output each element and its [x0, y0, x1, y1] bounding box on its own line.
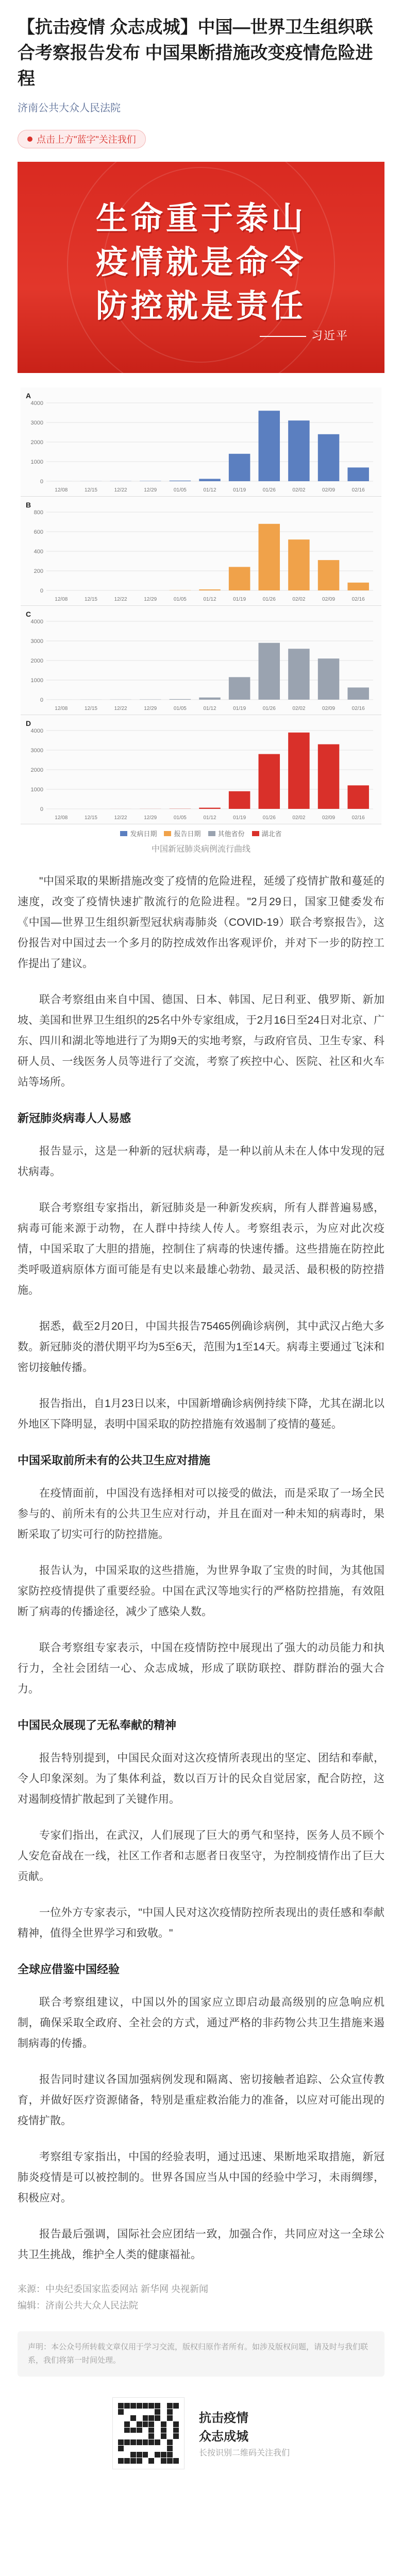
section-heading: 全球应借鉴中国经验 [18, 1963, 120, 1976]
qr-module [148, 2409, 154, 2415]
paragraph: 联合考察组由来自中国、德国、日本、韩国、尼日利亚、俄罗斯、新加坡、美国和世界卫生组织的25名中外专家组成，于2月16日至24日对北京、广东、四川和湖北等地进行了为期9天的实地考察，与政府官员、卫生专家、科研人员、一线医务人员等进行了交流，考察了疾控中心、医院、社区和火车站等场所。 [18, 994, 384, 1088]
qr-module [173, 2446, 179, 2451]
paragraph: "中国采取的果断措施改变了疫情的危险进程，延缓了疫情扩散和蔓延的速度，改变了疫情快速扩散流行的危险进程。"2月29日，国家卫健委发布《中国—世界卫生组织新型冠状病毒肺炎（COVID-19）联合考察报告》，这份报告对中国过去一个多月的防控成效作出客观评价，并对下一步的防控工作提出了建议。 [18, 875, 384, 970]
bar [259, 643, 280, 700]
x-tick-label: 01/26 [262, 487, 276, 493]
article-meta [18, 101, 384, 115]
y-tick-label: 800 [34, 510, 43, 516]
x-tick-label: 01/19 [233, 597, 246, 602]
x-tick-label: 01/26 [262, 815, 276, 821]
qr-module [137, 2452, 142, 2458]
x-tick-label: 12/15 [84, 815, 97, 821]
qr-module [155, 2403, 160, 2409]
follow-banner [18, 129, 384, 149]
qr-module [173, 2452, 179, 2458]
qr-code-image[interactable] [112, 2397, 185, 2469]
qr-module [143, 2433, 148, 2439]
paragraph: 在疫情面前，中国没有选择相对可以接受的做法，而是采取了一场全民参与的、前所未有的公共卫生应对行动，并且在面对一种未知的病毒时，果断采取了切实可行的防控措施。 [18, 1487, 384, 1540]
y-tick-label: 600 [34, 529, 43, 535]
qr-module [173, 2428, 179, 2433]
x-tick-label: 12/29 [144, 597, 157, 602]
x-tick-label: 02/09 [322, 815, 336, 821]
qr-module [118, 2409, 124, 2415]
qr-caption [199, 2409, 290, 2458]
paragraph: 联合考察组建议，中国以外的国家应立即启动最高级别的应急响应机制，确保采取全政府、全社会的方式，通过严格的非药物公共卫生措施来遏制病毒的传播。 [18, 1996, 384, 2049]
poster-signature: 习近平 [260, 327, 348, 343]
bar [288, 733, 309, 809]
qr-module [124, 2433, 130, 2439]
qr-module [124, 2415, 130, 2421]
y-tick-label: 4000 [30, 728, 43, 734]
y-tick-label: 1000 [30, 677, 43, 684]
qr-module [143, 2439, 148, 2445]
qr-module [130, 2428, 136, 2433]
qr-module [161, 2439, 166, 2445]
x-tick-label: 02/02 [292, 815, 306, 821]
qr-module [124, 2446, 130, 2451]
qr-module [130, 2409, 136, 2415]
qr-module [173, 2409, 179, 2415]
y-tick-label: 3000 [30, 420, 43, 426]
source-line: 来源：中央纪委国家监委网站 新华网 央视新闻 [18, 2284, 208, 2294]
qr-follow-block [18, 2397, 384, 2469]
qr-module [118, 2428, 124, 2433]
paragraph: 报告最后强调，国际社会应团结一致，加强合作，共同应对这一全球公共卫生挑战，维护全人类的健康福祉。 [18, 2228, 384, 2261]
bar [318, 744, 339, 809]
bar [229, 677, 250, 700]
qr-module [173, 2433, 179, 2439]
qr-module [124, 2428, 130, 2433]
article-body [18, 871, 384, 2265]
slogan-poster-image [18, 162, 384, 373]
paragraph: 一位外方专家表示，"中国人民对这次疫情防控所表现出的责任感和奉献精神，值得全世界学习和致敬。" [18, 1907, 384, 1939]
follow-prompt[interactable] [18, 130, 146, 148]
poster-line-1: 生命重于泰山 [95, 201, 306, 236]
paragraph: 报告同时建议各国加强病例发现和隔离、密切接触者追踪、公众宣传教育，并做好医疗资源储备，特别是重症救治能力的准备，以应对可能出现的疫情扩散。 [18, 2074, 384, 2127]
disclaimer-box: 声明：本公众号所转载文章仅用于学习交流，版权归原作者所有。如涉及版权问题，请及时与我们联系，我们将第一时间处理。 [18, 2331, 384, 2377]
qr-module [155, 2452, 160, 2458]
panel-label: A [26, 392, 31, 400]
epidemic-curve-svg [21, 715, 381, 824]
bar [259, 754, 280, 809]
follow-prompt-text: 点击上方"蓝字"关注我们 [37, 134, 136, 145]
qr-module [173, 2403, 179, 2409]
qr-module [124, 2409, 130, 2415]
qr-module [143, 2403, 148, 2409]
qr-module [124, 2439, 130, 2445]
qr-module [155, 2433, 160, 2439]
y-tick-label: 1000 [30, 787, 43, 793]
qr-title-2: 众志成城 [198, 2429, 248, 2444]
paragraph: 联合考察组专家指出，新冠肺炎是一种新发疾病，所有人群普遍易感，病毒可能来源于动物，在人群中持续人传人。考察组表示，为应对此次疫情，中国采取了大胆的措施，控制住了病毒的快速传播。这些措施在防控此类呼吸道病原体方面可能是有史以来最雄心勃勃、最灵活、最积极的防控措施。 [18, 1202, 384, 1296]
qr-module [118, 2446, 124, 2451]
paragraph: 报告认为，中国采取的这些措施，为世界争取了宝贵的时间，为其他国家防控疫情提供了重要经验。中国在武汉等地实行的严格防控措施，有效阻断了病毒的传播途径，减少了感染人数。 [18, 1565, 384, 1618]
qr-module [124, 2458, 130, 2464]
bar [199, 479, 220, 481]
x-tick-label: 01/12 [203, 487, 216, 493]
qr-module [130, 2403, 136, 2409]
qr-module [148, 2446, 154, 2451]
qr-module [173, 2421, 179, 2427]
x-tick-label: 12/22 [114, 597, 127, 602]
bar [318, 658, 339, 700]
qr-module [155, 2409, 160, 2415]
x-tick-label: 12/22 [114, 706, 127, 711]
bar [318, 434, 339, 481]
qr-module [137, 2428, 142, 2433]
qr-module [167, 2433, 173, 2439]
x-tick-label: 12/08 [55, 487, 68, 493]
paragraph: 报告显示，这是一种新的冠状病毒，是一种以前从未在人体中发现的冠状病毒。 [18, 1145, 384, 1178]
qr-module [137, 2439, 142, 2445]
y-tick-label: 0 [40, 479, 43, 485]
qr-module [148, 2415, 154, 2421]
qr-module [167, 2458, 173, 2464]
bar [199, 698, 220, 700]
x-tick-label: 02/02 [292, 487, 306, 493]
qr-module [124, 2421, 130, 2427]
bar [199, 589, 220, 590]
qr-module [155, 2421, 160, 2427]
qr-module [161, 2403, 166, 2409]
qr-module [137, 2409, 142, 2415]
x-tick-label: 01/12 [203, 597, 216, 602]
paragraph: 报告指出，自1月23日以来，中国新增确诊病例持续下降，尤其在湖北以外地区下降明显，表明中国采取的防控措施有效遏制了疫情的蔓延。 [18, 1398, 384, 1430]
bar [347, 785, 368, 809]
qr-module [118, 2439, 124, 2445]
x-tick-label: 02/09 [322, 487, 336, 493]
epidemic-curve-panel [21, 497, 381, 606]
qr-module [155, 2428, 160, 2433]
bar [288, 420, 309, 481]
qr-module [143, 2415, 148, 2421]
qr-module [143, 2452, 148, 2458]
paragraph: 考察组专家指出，中国的经验表明，通过迅速、果断地采取措施，新冠肺炎疫情是可以被控制的。世界各国应当从中国的经验中学习，未雨绸缪，积极应对。 [18, 2151, 384, 2204]
y-tick-label: 3000 [30, 638, 43, 645]
x-tick-label: 01/05 [173, 706, 187, 711]
editor-line: 编辑：济南公共大众人民法院 [18, 2300, 138, 2311]
x-tick-label: 02/02 [292, 706, 306, 711]
qr-module [130, 2452, 136, 2458]
qr-module [130, 2421, 136, 2427]
x-tick-label: 02/16 [351, 487, 365, 493]
article-page [0, 14, 402, 2490]
x-tick-label: 01/12 [203, 815, 216, 821]
y-tick-label: 4000 [30, 619, 43, 625]
bar [259, 411, 280, 481]
bar [318, 560, 339, 590]
bar [229, 454, 250, 481]
qr-title: 抗击疫情 [198, 2411, 248, 2425]
qr-module [148, 2439, 154, 2445]
bar [347, 583, 368, 590]
x-tick-label: 01/05 [173, 487, 187, 493]
qr-module [118, 2415, 124, 2421]
qr-module [161, 2415, 166, 2421]
epidemic-curve-svg [21, 387, 381, 497]
poster-line-2: 疫情就是命令 [95, 245, 306, 280]
qr-module [161, 2458, 166, 2464]
x-tick-label: 12/15 [84, 597, 97, 602]
legend-item: 其他省份 [208, 828, 245, 838]
x-tick-label: 12/08 [55, 597, 68, 602]
qr-module [118, 2433, 124, 2439]
section-heading: 中国采取前所未有的公共卫生应对措施 [18, 1454, 211, 1467]
paragraph: 专家们指出，在武汉，人们展现了巨大的勇气和坚持，医务人员不顾个人安危奋战在一线，社区工作者和志愿者日夜坚守，为控制疫情作出了巨大贡献。 [18, 1829, 384, 1883]
article-footer [18, 2281, 384, 2314]
qr-module [155, 2446, 160, 2451]
qr-module [167, 2452, 173, 2458]
x-tick-label: 12/29 [144, 487, 157, 493]
x-tick-label: 01/19 [233, 487, 246, 493]
qr-module [148, 2403, 154, 2409]
qr-module [148, 2452, 154, 2458]
qr-module [173, 2458, 179, 2464]
qr-module [137, 2433, 142, 2439]
figure-caption: 中国新冠肺炎病例流行曲线 [151, 845, 250, 854]
x-tick-label: 02/02 [292, 597, 306, 602]
x-tick-label: 01/26 [262, 597, 276, 602]
y-tick-label: 200 [34, 568, 43, 574]
x-tick-label: 01/05 [173, 597, 187, 602]
bar [229, 567, 250, 590]
qr-module [118, 2403, 124, 2409]
legend-item: 发病日期 [120, 828, 157, 838]
qr-module [143, 2421, 148, 2427]
epidemic-curve-svg [21, 606, 381, 715]
legend-item: 报告日期 [164, 828, 200, 838]
qr-module [167, 2439, 173, 2445]
x-tick-label: 01/05 [173, 815, 187, 821]
y-tick-label: 0 [40, 697, 43, 703]
follow-dot-icon [27, 137, 32, 142]
qr-module [124, 2452, 130, 2458]
qr-module [118, 2452, 124, 2458]
bar [199, 808, 220, 809]
qr-module [130, 2446, 136, 2451]
qr-module [161, 2421, 166, 2427]
y-tick-label: 400 [34, 549, 43, 555]
qr-subtitle: 长按识别二维码关注我们 [198, 2448, 290, 2458]
qr-module [130, 2415, 136, 2421]
y-tick-label: 2000 [30, 767, 43, 773]
epidemic-curve-svg [21, 497, 381, 606]
x-tick-label: 12/22 [114, 487, 127, 493]
qr-module [167, 2403, 173, 2409]
x-tick-label: 01/12 [203, 706, 216, 711]
bar [259, 524, 280, 590]
y-tick-label: 2000 [30, 439, 43, 446]
panel-label: B [26, 501, 31, 509]
x-tick-label: 12/15 [84, 706, 97, 711]
x-tick-label: 12/29 [144, 815, 157, 821]
paragraph: 联合考察组专家表示，中国在疫情防控中展现出了强大的动员能力和执行力，全社会团结一心、众志成城，形成了联防联控、群防群治的强大合力。 [18, 1642, 384, 1695]
y-tick-label: 1000 [30, 459, 43, 465]
bar [288, 539, 309, 590]
x-tick-label: 12/22 [114, 815, 127, 821]
x-tick-label: 12/29 [144, 706, 157, 711]
qr-module [137, 2458, 142, 2464]
qr-module [167, 2446, 173, 2451]
qr-module [161, 2446, 166, 2451]
poster-line-3: 防控就是责任 [95, 289, 306, 324]
x-tick-label: 02/16 [351, 597, 365, 602]
x-tick-label: 02/16 [351, 815, 365, 821]
paragraph: 据悉，截至2月20日，中国共报告75465例确诊病例，其中武汉占绝大多数。新冠肺炎的潜伏期平均为5至6天，范围为1至14天。病毒主要通过飞沫和密切接触传播。 [18, 1320, 384, 1374]
x-tick-label: 02/09 [322, 706, 336, 711]
qr-module [118, 2421, 124, 2427]
qr-module [161, 2409, 166, 2415]
qr-module [148, 2421, 154, 2427]
x-tick-label: 01/19 [233, 706, 246, 711]
bar [288, 649, 309, 700]
y-tick-label: 0 [40, 806, 43, 812]
qr-module [173, 2439, 179, 2445]
figure-legend [21, 828, 381, 838]
article-title: 【抗击疫情 众志成城】中国—世界卫生组织联合考察报告发布 中国果断措施改变疫情危险进程 [18, 18, 373, 89]
section-heading: 中国民众展现了无私奉献的精神 [18, 1719, 177, 1732]
x-tick-label: 01/19 [233, 815, 246, 821]
qr-module [155, 2458, 160, 2464]
qr-module [130, 2458, 136, 2464]
qr-module [143, 2428, 148, 2433]
bar [347, 687, 368, 700]
x-tick-label: 01/26 [262, 706, 276, 711]
x-tick-label: 12/15 [84, 487, 97, 493]
paragraph: 报告特别提到，中国民众面对这次疫情所表现出的坚定、团结和奉献，令人印象深刻。为了集体利益，数以百万计的民众自觉居家，配合防控，这对遏制疫情扩散起到了关键作用。 [18, 1752, 384, 1805]
epidemic-curve-panels [21, 387, 381, 824]
panel-label: C [26, 610, 31, 618]
qr-module [137, 2446, 142, 2451]
epidemic-curve-panel [21, 606, 381, 715]
qr-module [143, 2458, 148, 2464]
x-tick-label: 02/09 [322, 597, 336, 602]
x-tick-label: 12/08 [55, 815, 68, 821]
qr-module [124, 2403, 130, 2409]
epidemic-curve-panel [21, 715, 381, 824]
qr-module [130, 2433, 136, 2439]
qr-module [161, 2428, 166, 2433]
y-tick-label: 4000 [30, 400, 43, 406]
article-author-link[interactable]: 济南公共大众人民法院 [18, 103, 121, 114]
qr-module [148, 2458, 154, 2464]
qr-module [148, 2433, 154, 2439]
x-tick-label: 12/08 [55, 706, 68, 711]
bar [229, 791, 250, 809]
qr-module [143, 2409, 148, 2415]
qr-module [118, 2458, 124, 2464]
x-tick-label: 02/16 [351, 706, 365, 711]
qr-module [167, 2428, 173, 2433]
qr-module [155, 2415, 160, 2421]
qr-module [137, 2415, 142, 2421]
section-heading: 新冠肺炎病毒人人易感 [18, 1112, 131, 1125]
qr-module [148, 2428, 154, 2433]
y-tick-label: 3000 [30, 748, 43, 754]
qr-module [143, 2446, 148, 2451]
qr-module [167, 2421, 173, 2427]
qr-module [161, 2452, 166, 2458]
y-tick-label: 0 [40, 588, 43, 594]
bar [170, 699, 191, 700]
y-tick-label: 2000 [30, 658, 43, 664]
qr-module [167, 2415, 173, 2421]
panel-label: D [26, 719, 31, 727]
qr-module [161, 2433, 166, 2439]
qr-module [167, 2409, 173, 2415]
qr-module [155, 2439, 160, 2445]
bar [347, 467, 368, 481]
epidemic-curve-figure [21, 387, 381, 856]
qr-module [130, 2439, 136, 2445]
qr-module [137, 2421, 142, 2427]
qr-module [137, 2403, 142, 2409]
epidemic-curve-panel [21, 387, 381, 497]
legend-item: 湖北省 [252, 828, 282, 838]
qr-module [173, 2415, 179, 2421]
